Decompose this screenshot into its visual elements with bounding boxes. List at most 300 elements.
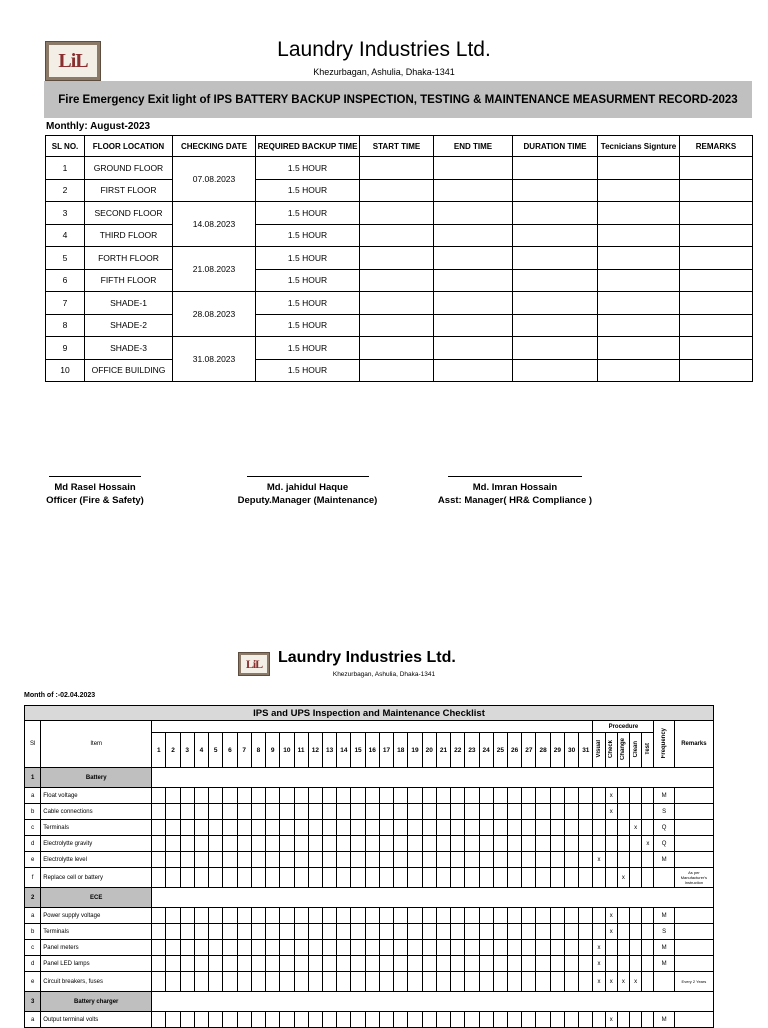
day-cell[interactable] [308, 804, 322, 820]
day-cell[interactable] [451, 972, 465, 992]
day-cell[interactable] [493, 836, 507, 852]
day-cell[interactable] [308, 972, 322, 992]
day-cell[interactable] [322, 1012, 336, 1028]
day-cell[interactable] [394, 924, 408, 940]
day-cell[interactable] [166, 972, 180, 992]
day-cell[interactable] [379, 924, 393, 940]
day-cell[interactable] [479, 924, 493, 940]
day-cell[interactable] [394, 852, 408, 868]
day-cell[interactable] [166, 924, 180, 940]
day-cell[interactable] [479, 1012, 493, 1028]
day-cell[interactable] [194, 940, 208, 956]
signature-cell[interactable] [598, 269, 680, 292]
day-cell[interactable] [166, 788, 180, 804]
day-cell[interactable] [550, 852, 564, 868]
day-cell[interactable] [223, 908, 237, 924]
day-cell[interactable] [251, 972, 265, 992]
day-cell[interactable] [266, 972, 280, 992]
duration-cell[interactable] [513, 157, 598, 180]
day-cell[interactable] [422, 940, 436, 956]
day-cell[interactable] [436, 788, 450, 804]
day-cell[interactable] [564, 836, 578, 852]
day-cell[interactable] [337, 820, 351, 836]
start-time-cell[interactable] [360, 314, 434, 337]
day-cell[interactable] [180, 972, 194, 992]
day-cell[interactable] [280, 1012, 294, 1028]
day-cell[interactable] [522, 1012, 536, 1028]
day-cell[interactable] [337, 868, 351, 888]
day-cell[interactable] [564, 924, 578, 940]
day-cell[interactable] [508, 940, 522, 956]
day-cell[interactable] [465, 804, 479, 820]
day-cell[interactable] [266, 868, 280, 888]
day-cell[interactable] [308, 940, 322, 956]
day-cell[interactable] [365, 908, 379, 924]
signature-cell[interactable] [598, 314, 680, 337]
day-cell[interactable] [209, 836, 223, 852]
day-cell[interactable] [351, 836, 365, 852]
day-cell[interactable] [266, 940, 280, 956]
end-time-cell[interactable] [434, 202, 513, 225]
day-cell[interactable] [365, 868, 379, 888]
day-cell[interactable] [237, 972, 251, 992]
day-cell[interactable] [322, 972, 336, 992]
day-cell[interactable] [337, 908, 351, 924]
day-cell[interactable] [564, 956, 578, 972]
day-cell[interactable] [166, 836, 180, 852]
day-cell[interactable] [152, 940, 166, 956]
day-cell[interactable] [251, 956, 265, 972]
day-cell[interactable] [408, 788, 422, 804]
day-cell[interactable] [152, 924, 166, 940]
day-cell[interactable] [436, 804, 450, 820]
day-cell[interactable] [436, 836, 450, 852]
day-cell[interactable] [436, 924, 450, 940]
day-cell[interactable] [508, 852, 522, 868]
day-cell[interactable] [322, 836, 336, 852]
day-cell[interactable] [180, 956, 194, 972]
day-cell[interactable] [280, 956, 294, 972]
remarks-cell[interactable] [680, 292, 753, 315]
day-cell[interactable] [550, 868, 564, 888]
day-cell[interactable] [579, 924, 593, 940]
day-cell[interactable] [422, 924, 436, 940]
day-cell[interactable] [223, 836, 237, 852]
day-cell[interactable] [266, 788, 280, 804]
day-cell[interactable] [436, 820, 450, 836]
day-cell[interactable] [508, 788, 522, 804]
duration-cell[interactable] [513, 247, 598, 270]
day-cell[interactable] [579, 868, 593, 888]
day-cell[interactable] [266, 820, 280, 836]
day-cell[interactable] [194, 1012, 208, 1028]
signature-cell[interactable] [598, 179, 680, 202]
day-cell[interactable] [379, 868, 393, 888]
day-cell[interactable] [280, 804, 294, 820]
day-cell[interactable] [166, 1012, 180, 1028]
start-time-cell[interactable] [360, 359, 434, 382]
day-cell[interactable] [394, 804, 408, 820]
remarks-cell[interactable] [680, 314, 753, 337]
day-cell[interactable] [152, 956, 166, 972]
day-cell[interactable] [579, 908, 593, 924]
day-cell[interactable] [237, 868, 251, 888]
day-cell[interactable] [379, 836, 393, 852]
day-cell[interactable] [536, 788, 550, 804]
day-cell[interactable] [465, 940, 479, 956]
day-cell[interactable] [536, 820, 550, 836]
duration-cell[interactable] [513, 337, 598, 360]
day-cell[interactable] [337, 924, 351, 940]
day-cell[interactable] [522, 820, 536, 836]
day-cell[interactable] [194, 956, 208, 972]
day-cell[interactable] [223, 940, 237, 956]
day-cell[interactable] [237, 836, 251, 852]
day-cell[interactable] [322, 956, 336, 972]
day-cell[interactable] [394, 956, 408, 972]
day-cell[interactable] [294, 788, 308, 804]
day-cell[interactable] [579, 1012, 593, 1028]
day-cell[interactable] [237, 908, 251, 924]
signature-cell[interactable] [598, 247, 680, 270]
day-cell[interactable] [237, 852, 251, 868]
day-cell[interactable] [394, 836, 408, 852]
duration-cell[interactable] [513, 314, 598, 337]
day-cell[interactable] [508, 820, 522, 836]
day-cell[interactable] [564, 972, 578, 992]
day-cell[interactable] [522, 940, 536, 956]
remarks-cell[interactable] [680, 359, 753, 382]
day-cell[interactable] [522, 956, 536, 972]
day-cell[interactable] [479, 940, 493, 956]
remarks-cell[interactable] [680, 179, 753, 202]
day-cell[interactable] [294, 956, 308, 972]
day-cell[interactable] [436, 956, 450, 972]
start-time-cell[interactable] [360, 247, 434, 270]
day-cell[interactable] [522, 788, 536, 804]
day-cell[interactable] [194, 972, 208, 992]
day-cell[interactable] [479, 908, 493, 924]
day-cell[interactable] [579, 940, 593, 956]
day-cell[interactable] [280, 836, 294, 852]
day-cell[interactable] [237, 788, 251, 804]
day-cell[interactable] [365, 972, 379, 992]
day-cell[interactable] [322, 788, 336, 804]
day-cell[interactable] [251, 1012, 265, 1028]
day-cell[interactable] [465, 836, 479, 852]
day-cell[interactable] [251, 868, 265, 888]
end-time-cell[interactable] [434, 247, 513, 270]
day-cell[interactable] [322, 820, 336, 836]
day-cell[interactable] [550, 940, 564, 956]
day-cell[interactable] [493, 804, 507, 820]
day-cell[interactable] [308, 852, 322, 868]
day-cell[interactable] [422, 1012, 436, 1028]
day-cell[interactable] [223, 924, 237, 940]
day-cell[interactable] [493, 820, 507, 836]
day-cell[interactable] [266, 804, 280, 820]
day-cell[interactable] [536, 852, 550, 868]
day-cell[interactable] [194, 924, 208, 940]
day-cell[interactable] [579, 972, 593, 992]
day-cell[interactable] [365, 836, 379, 852]
day-cell[interactable] [308, 868, 322, 888]
start-time-cell[interactable] [360, 337, 434, 360]
start-time-cell[interactable] [360, 224, 434, 247]
day-cell[interactable] [564, 804, 578, 820]
day-cell[interactable] [408, 836, 422, 852]
day-cell[interactable] [251, 820, 265, 836]
day-cell[interactable] [294, 924, 308, 940]
day-cell[interactable] [451, 956, 465, 972]
day-cell[interactable] [550, 788, 564, 804]
day-cell[interactable] [522, 972, 536, 992]
day-cell[interactable] [351, 852, 365, 868]
day-cell[interactable] [422, 788, 436, 804]
day-cell[interactable] [436, 908, 450, 924]
signature-cell[interactable] [598, 292, 680, 315]
end-time-cell[interactable] [434, 359, 513, 382]
day-cell[interactable] [564, 820, 578, 836]
signature-cell[interactable] [598, 224, 680, 247]
day-cell[interactable] [379, 940, 393, 956]
day-cell[interactable] [223, 804, 237, 820]
day-cell[interactable] [209, 852, 223, 868]
day-cell[interactable] [152, 852, 166, 868]
day-cell[interactable] [194, 804, 208, 820]
day-cell[interactable] [479, 868, 493, 888]
day-cell[interactable] [379, 956, 393, 972]
start-time-cell[interactable] [360, 292, 434, 315]
day-cell[interactable] [536, 804, 550, 820]
day-cell[interactable] [550, 908, 564, 924]
day-cell[interactable] [451, 1012, 465, 1028]
day-cell[interactable] [522, 924, 536, 940]
day-cell[interactable] [294, 868, 308, 888]
day-cell[interactable] [550, 836, 564, 852]
day-cell[interactable] [209, 820, 223, 836]
duration-cell[interactable] [513, 359, 598, 382]
day-cell[interactable] [379, 804, 393, 820]
day-cell[interactable] [493, 956, 507, 972]
day-cell[interactable] [308, 788, 322, 804]
day-cell[interactable] [194, 852, 208, 868]
day-cell[interactable] [251, 908, 265, 924]
day-cell[interactable] [408, 804, 422, 820]
day-cell[interactable] [351, 908, 365, 924]
day-cell[interactable] [522, 852, 536, 868]
end-time-cell[interactable] [434, 292, 513, 315]
day-cell[interactable] [337, 1012, 351, 1028]
day-cell[interactable] [294, 820, 308, 836]
day-cell[interactable] [351, 940, 365, 956]
day-cell[interactable] [251, 940, 265, 956]
start-time-cell[interactable] [360, 269, 434, 292]
day-cell[interactable] [465, 852, 479, 868]
duration-cell[interactable] [513, 269, 598, 292]
day-cell[interactable] [379, 908, 393, 924]
day-cell[interactable] [451, 836, 465, 852]
day-cell[interactable] [337, 804, 351, 820]
day-cell[interactable] [280, 820, 294, 836]
day-cell[interactable] [180, 836, 194, 852]
day-cell[interactable] [266, 924, 280, 940]
day-cell[interactable] [209, 788, 223, 804]
day-cell[interactable] [223, 788, 237, 804]
day-cell[interactable] [536, 956, 550, 972]
day-cell[interactable] [194, 908, 208, 924]
day-cell[interactable] [237, 956, 251, 972]
day-cell[interactable] [465, 788, 479, 804]
day-cell[interactable] [294, 836, 308, 852]
signature-cell[interactable] [598, 359, 680, 382]
day-cell[interactable] [194, 868, 208, 888]
day-cell[interactable] [508, 956, 522, 972]
day-cell[interactable] [522, 908, 536, 924]
day-cell[interactable] [465, 908, 479, 924]
day-cell[interactable] [550, 820, 564, 836]
day-cell[interactable] [408, 820, 422, 836]
day-cell[interactable] [408, 940, 422, 956]
day-cell[interactable] [408, 956, 422, 972]
day-cell[interactable] [479, 788, 493, 804]
duration-cell[interactable] [513, 202, 598, 225]
day-cell[interactable] [237, 940, 251, 956]
day-cell[interactable] [422, 972, 436, 992]
day-cell[interactable] [237, 1012, 251, 1028]
day-cell[interactable] [379, 852, 393, 868]
day-cell[interactable] [152, 820, 166, 836]
day-cell[interactable] [223, 956, 237, 972]
day-cell[interactable] [422, 836, 436, 852]
day-cell[interactable] [223, 868, 237, 888]
day-cell[interactable] [394, 908, 408, 924]
day-cell[interactable] [166, 804, 180, 820]
day-cell[interactable] [351, 972, 365, 992]
day-cell[interactable] [294, 1012, 308, 1028]
remarks-cell[interactable] [680, 224, 753, 247]
day-cell[interactable] [451, 868, 465, 888]
day-cell[interactable] [522, 836, 536, 852]
day-cell[interactable] [180, 908, 194, 924]
day-cell[interactable] [536, 908, 550, 924]
end-time-cell[interactable] [434, 157, 513, 180]
day-cell[interactable] [294, 972, 308, 992]
day-cell[interactable] [422, 820, 436, 836]
day-cell[interactable] [180, 1012, 194, 1028]
day-cell[interactable] [465, 1012, 479, 1028]
end-time-cell[interactable] [434, 337, 513, 360]
day-cell[interactable] [365, 940, 379, 956]
day-cell[interactable] [508, 908, 522, 924]
day-cell[interactable] [209, 972, 223, 992]
signature-cell[interactable] [598, 202, 680, 225]
day-cell[interactable] [266, 1012, 280, 1028]
day-cell[interactable] [579, 956, 593, 972]
day-cell[interactable] [351, 1012, 365, 1028]
day-cell[interactable] [522, 868, 536, 888]
day-cell[interactable] [379, 820, 393, 836]
day-cell[interactable] [280, 908, 294, 924]
day-cell[interactable] [308, 836, 322, 852]
day-cell[interactable] [408, 972, 422, 992]
day-cell[interactable] [379, 1012, 393, 1028]
day-cell[interactable] [550, 1012, 564, 1028]
day-cell[interactable] [536, 836, 550, 852]
day-cell[interactable] [209, 868, 223, 888]
day-cell[interactable] [166, 820, 180, 836]
day-cell[interactable] [266, 908, 280, 924]
day-cell[interactable] [223, 1012, 237, 1028]
day-cell[interactable] [322, 940, 336, 956]
day-cell[interactable] [579, 788, 593, 804]
day-cell[interactable] [351, 868, 365, 888]
signature-cell[interactable] [598, 157, 680, 180]
day-cell[interactable] [408, 1012, 422, 1028]
day-cell[interactable] [550, 972, 564, 992]
day-cell[interactable] [308, 1012, 322, 1028]
day-cell[interactable] [465, 868, 479, 888]
day-cell[interactable] [436, 868, 450, 888]
day-cell[interactable] [493, 1012, 507, 1028]
day-cell[interactable] [422, 956, 436, 972]
day-cell[interactable] [436, 1012, 450, 1028]
day-cell[interactable] [251, 852, 265, 868]
day-cell[interactable] [564, 852, 578, 868]
day-cell[interactable] [550, 924, 564, 940]
day-cell[interactable] [322, 804, 336, 820]
day-cell[interactable] [550, 804, 564, 820]
day-cell[interactable] [337, 972, 351, 992]
signature-cell[interactable] [598, 337, 680, 360]
day-cell[interactable] [294, 940, 308, 956]
day-cell[interactable] [451, 940, 465, 956]
remarks-cell[interactable] [680, 157, 753, 180]
day-cell[interactable] [337, 852, 351, 868]
day-cell[interactable] [280, 788, 294, 804]
day-cell[interactable] [508, 836, 522, 852]
day-cell[interactable] [465, 972, 479, 992]
day-cell[interactable] [365, 924, 379, 940]
day-cell[interactable] [337, 956, 351, 972]
day-cell[interactable] [394, 868, 408, 888]
day-cell[interactable] [508, 1012, 522, 1028]
day-cell[interactable] [493, 972, 507, 992]
day-cell[interactable] [479, 972, 493, 992]
day-cell[interactable] [408, 908, 422, 924]
day-cell[interactable] [422, 852, 436, 868]
end-time-cell[interactable] [434, 314, 513, 337]
day-cell[interactable] [536, 868, 550, 888]
day-cell[interactable] [237, 804, 251, 820]
day-cell[interactable] [209, 1012, 223, 1028]
day-cell[interactable] [394, 788, 408, 804]
day-cell[interactable] [280, 972, 294, 992]
day-cell[interactable] [451, 804, 465, 820]
start-time-cell[interactable] [360, 157, 434, 180]
day-cell[interactable] [365, 1012, 379, 1028]
day-cell[interactable] [436, 940, 450, 956]
day-cell[interactable] [493, 852, 507, 868]
duration-cell[interactable] [513, 179, 598, 202]
day-cell[interactable] [564, 868, 578, 888]
day-cell[interactable] [479, 836, 493, 852]
day-cell[interactable] [266, 956, 280, 972]
day-cell[interactable] [522, 804, 536, 820]
day-cell[interactable] [564, 1012, 578, 1028]
day-cell[interactable] [180, 804, 194, 820]
day-cell[interactable] [550, 956, 564, 972]
